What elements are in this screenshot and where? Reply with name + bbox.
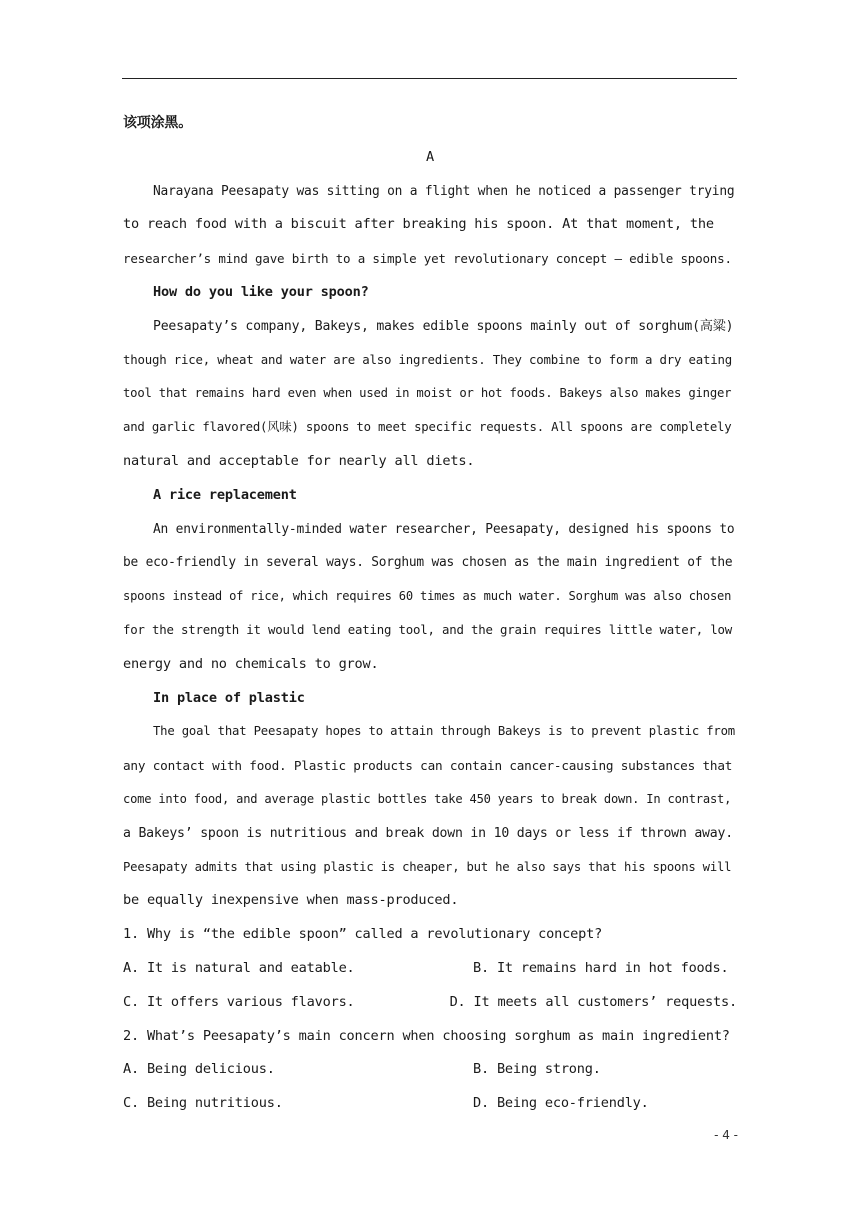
option-c: C. Being nutritious.: [123, 1095, 283, 1112]
paragraph-line: to reach food with a biscuit after breaking his spoon. At that moment, the: [123, 216, 714, 233]
paragraph-line: Peesapaty’s company, Bakeys, makes edible spoons mainly out of sorghum(高粱): [153, 318, 734, 334]
option-a: A. Being delicious.: [123, 1061, 275, 1078]
paragraph-line: researcher’s mind gave birth to a simple yet revolutionary concept — edible spoons.: [123, 251, 732, 267]
paragraph-line: spoons instead of rice, which requires 60 times as much water. Sorghum was also chosen: [123, 589, 732, 604]
question-stem: 1. Why is “the edible spoon” called a revolutionary concept?: [123, 926, 603, 943]
question-1: [123, 918, 737, 1019]
paragraph-line: and garlic flavored(风味) spoons to meet specific requests. All spoons are completely: [123, 420, 732, 435]
paragraph-line: be equally inexpensive when mass-produced.: [123, 892, 459, 909]
paragraph-2: [123, 310, 737, 479]
document-body: [123, 107, 737, 1121]
paragraph-line: a Bakeys’ spoon is nutritious and break down in 10 days or less if thrown away.: [123, 825, 733, 841]
paragraph-line: come into food, and average plastic bottles take 450 years to break down. In contrast,: [123, 791, 732, 806]
question-stem: 2. What’s Peesapaty’s main concern when choosing sorghum as main ingredient?: [123, 1027, 730, 1044]
paragraph-line: for the strength it would lend eating tool, and the grain requires little water, low: [123, 622, 733, 637]
paragraph-4: [123, 715, 737, 918]
paragraph-line: An environmentally-minded water researcher, Peesapaty, designed his spoons to: [153, 521, 735, 537]
paragraph-line: though rice, wheat and water are also ingredients. They combine to form a dry eating: [123, 352, 733, 367]
paragraph-1: [123, 175, 737, 276]
option-row: [123, 1053, 737, 1087]
paragraph-line: any contact with food. Plastic products can contain cancer-causing substances that: [123, 758, 733, 774]
section-heading-plastic: In place of plastic: [153, 689, 305, 706]
option-b: B. Being strong.: [473, 1061, 601, 1078]
paragraph-line: tool that remains hard even when used in moist or hot foods. Bakeys also makes ginger: [123, 386, 732, 401]
option-d: D. Being eco-friendly.: [473, 1095, 649, 1112]
paragraph-line: Peesapaty admits that using plastic is cheaper, but he also says that his spoons will: [123, 859, 732, 874]
paragraph-line: The goal that Peesapaty hopes to attain through Bakeys is to prevent plastic from: [153, 724, 735, 739]
page-number: - 4 -: [714, 1128, 738, 1142]
header-rule: [122, 78, 737, 79]
paragraph-3: [123, 513, 737, 682]
intro-text: 该项涂黑。: [123, 115, 192, 131]
option-b: B. It remains hard in hot foods.: [473, 959, 729, 976]
paragraph-line: natural and acceptable for nearly all diets.: [123, 452, 475, 469]
option-a: A. It is natural and eatable.: [123, 959, 355, 976]
option-row: [123, 1087, 737, 1121]
option-row: [123, 986, 737, 1020]
paragraph-line: energy and no chemicals to grow.: [123, 655, 379, 672]
passage-label: A: [426, 148, 434, 165]
paragraph-line: be eco-friendly in several ways. Sorghum was chosen as the main ingredient of the: [123, 555, 733, 571]
section-heading-spoon: How do you like your spoon?: [153, 283, 369, 300]
option-d: D. It meets all customers’ requests.: [449, 993, 737, 1010]
question-2: [123, 1020, 737, 1121]
paragraph-line: Narayana Peesapaty was sitting on a flight when he noticed a passenger trying: [153, 183, 735, 199]
section-heading-rice: A rice replacement: [153, 486, 297, 503]
option-c: C. It offers various flavors.: [123, 993, 355, 1010]
option-row: [123, 952, 737, 986]
